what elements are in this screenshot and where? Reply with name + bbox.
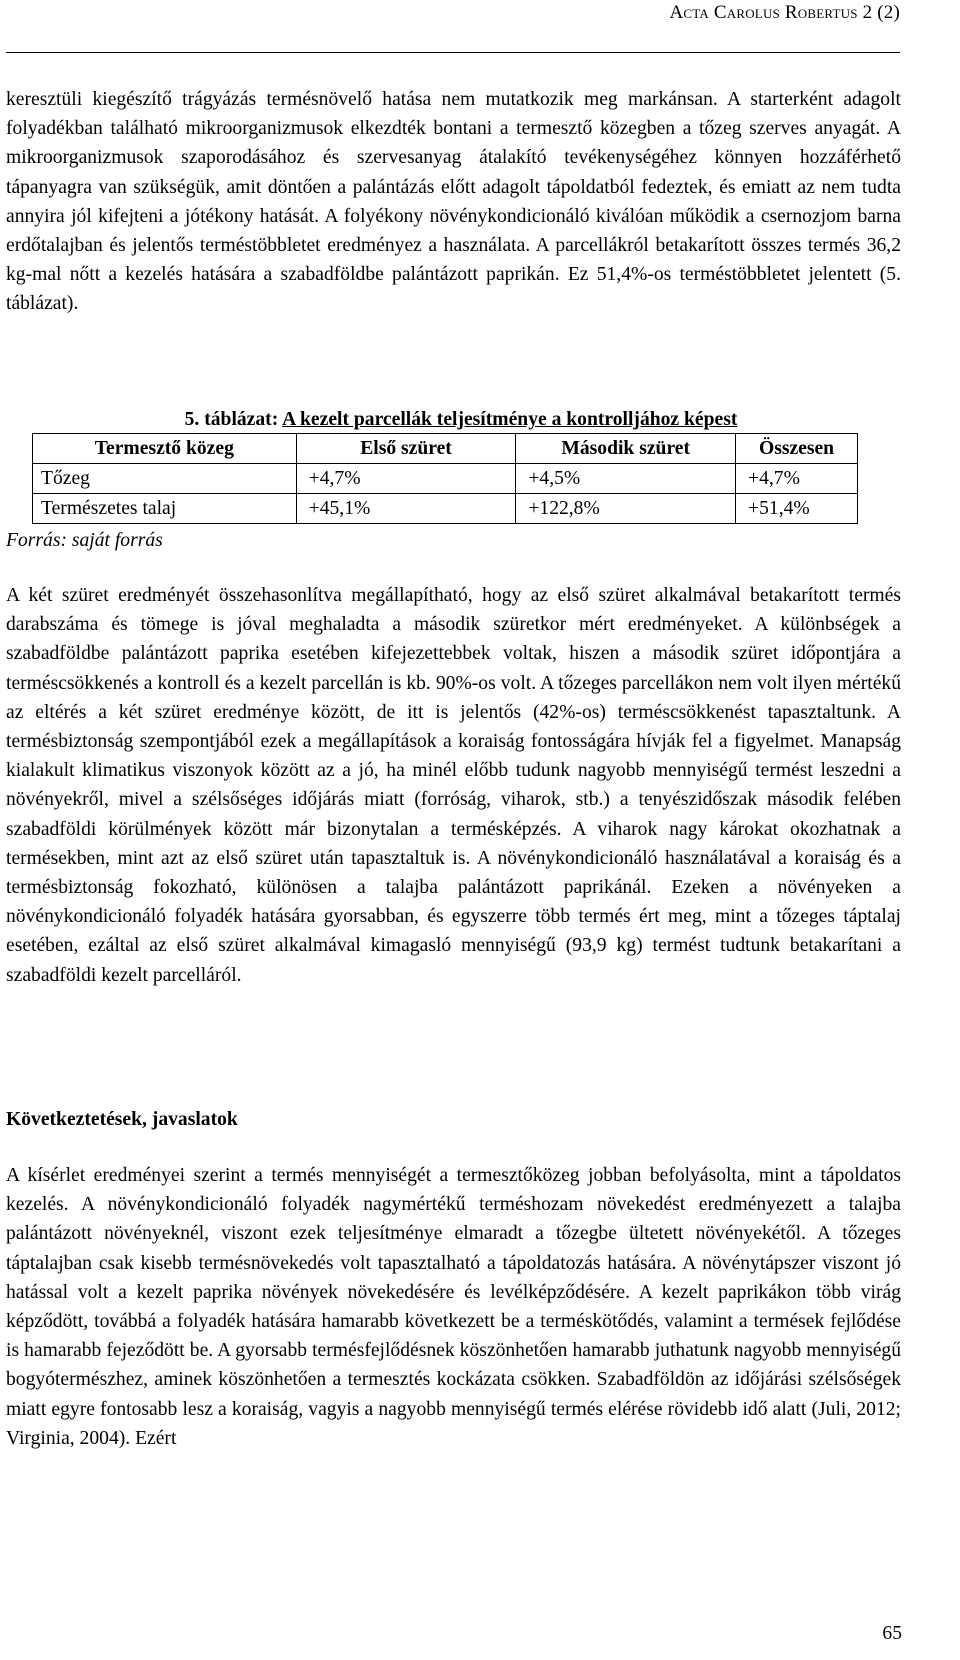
body-paragraph-2: A két szüret eredményét összehasonlítva megállapítható, hogy az első szüret alkalmával betakarított termés darabszáma és tömege is jóval meghaladta a második szüretkor mért eredményeket. A különbségek a szabadföldbe palántázott paprika esetében kifejezettebbek voltak, hiszen a második szüret időpontjára a terméscsökkenés a kontroll és a kezelt parcellán is kb. 90%-os volt. A tőzeges parcellákon nem volt ilyen mértékű az eltérés a két szüret eredménye között, de itt is jelentős (42%-os) terméscsökkenést tapasztaltunk. A termésbiztonság szempontjából ezek a megállapítások a koraiság fontosságára hívják fel a figyelmet. Manapság kialakult klimatikus viszonyok között az a jó, ha minél előbb tudunk nagyobb mennyiségű termést leszedni a növényekről, mivel a szélsőséges időjárás miatt (forróság, viharok, stb.) a tenyészidőszak második felében szabadföldi körülmények között már bizonytalan a termésképzés. A viharok nagy károkat okozhatnak a termésekben, mint azt az első szüret után tapasztaltuk is. A növénykondicionáló használatával a koraiság és a termésbiztonság fokozható, különösen a talajba palántázott paprikánál. Ezeken a növényeken a növénykondicionáló folyadék hatására gyorsabban, és egyszerre több termés ért meg, mint a tőzeges táptalaj esetében, ezáltal az első szüret alkalmával kimagasló mennyiségű (93,9 kg) termést tudtunk betakarítani a szabadföldi kezelt parcelláról. [6, 585, 901, 986]
table-source-note: Forrás: saját forrás [6, 530, 163, 551]
body-paragraph-1: keresztüli kiegészítő trágyázás termésnövelő hatása nem mutatkozik meg markánsan. A starterként adagolt folyadékban található mikroorganizmusok elkezdték bontani a termesztő közegben a tőzeg szerves anyagát. A mikroorganizmusok szaporodásához és szervesanyag átalakító tevékenységéhez könnyen hozzáférhető tápanyagra van szükségük, amit döntően a palántázás előtt adagolt tápoldatból fedeztek, és emiatt az nem tudta annyira jól kifejteni a jótékony hatását. A folyékony növénykondicionáló kiválóan működik a csernozjom barna erdőtalajban és jelentős terméstöbbletet eredményez a használata. A parcellákról betakarított összes termés 36,2 kg-mal nőtt a kezelés hatására a szabadföldbe palántázott paprikán. Ez 51,4%-os terméstöbbletet jelentett (5. táblázat). [6, 89, 901, 315]
table-row [33, 494, 858, 524]
results-table [32, 433, 858, 524]
table-row [33, 464, 858, 494]
table-cell: Természetes talaj [33, 494, 297, 524]
table-caption-number: 5. táblázat: [184, 409, 279, 430]
header-medium: Termesztő közeg [33, 434, 297, 464]
table-cell: Tőzeg [33, 464, 297, 494]
running-header: Acta Carolus Robertus 2 (2) [669, 2, 900, 23]
table-cell: +45,1% [296, 494, 516, 524]
table-cell: +122,8% [516, 494, 736, 524]
table-cell: +4,7% [296, 464, 516, 494]
table-cell: +4,5% [516, 464, 736, 494]
table-caption [6, 407, 916, 433]
header-rule [6, 52, 900, 53]
body-paragraph-3: A kísérlet eredményei szerint a termés mennyiségét a termesztőközeg jobban befolyásolta, mint a tápoldatos kezelés. A növénykondicionáló folyadék nagymértékű terméshozam növekedést eredményezett a talajba palántázott növényeknél, viszont ezek teljesítménye elmaradt a tőzegbe ültetett növényekétől. A tőzeges táptalajban csak kisebb termésnövekedés volt tapasztalható a tápoldatozás hatására. A növénytápszer viszont jó hatással volt a kezelt paprika növények növekedésére és levélképződésére. A kezelt paprikákon több virág képződött, továbbá a folyadék hatására hamarabb következett be a terméskötődés, valamint a termések fejlődése is hamarabb fejeződött be. A gyorsabb termésfejlődésnek köszönhetően hamarabb juthatunk nagyobb mennyiségű bogyótermészhez, aminek köszönhetően a termesztés kockázata csökken. Szabadföldön az időjárási szélsőségek miatt egyre fontosabb lesz a koraiság, vagyis a nagyobb mennyiségű termés elérése rövidebb idő alatt (Juli, 2012; Virginia, 2004). Ezért [6, 1165, 901, 1449]
page-number: 65 [882, 1623, 902, 1644]
section-heading: Következtetések, javaslatok [6, 1109, 238, 1130]
header-first-harvest: Első szüret [296, 434, 516, 464]
table-caption-title: A kezelt parcellák teljesítménye a kontrolljához képest [282, 409, 738, 430]
table-cell: +51,4% [736, 494, 858, 524]
table-cell: +4,7% [736, 464, 858, 494]
header-total: Összesen [736, 434, 858, 464]
header-second-harvest: Második szüret [516, 434, 736, 464]
table-header-row [33, 434, 858, 464]
